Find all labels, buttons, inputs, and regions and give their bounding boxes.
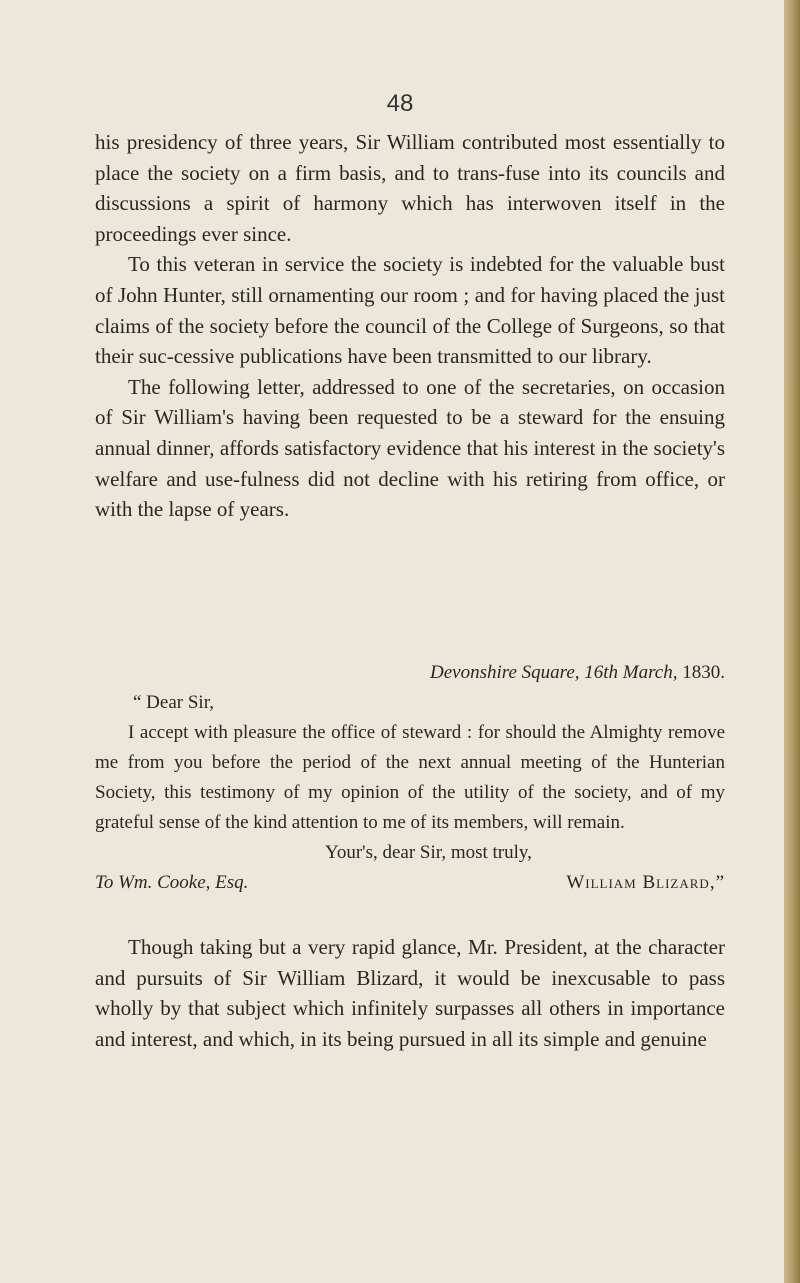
body-text	[95, 127, 725, 525]
closing-text	[95, 932, 725, 1054]
paragraph-3: The following letter, addressed to one of the secretaries, on occasion of Sir William's having been requested to be a steward for the ensuing annual dinner, affords satisfactory evidence that his interest in the society's welfare and use-fulness did not decline with his retiring from office, or with the lapse of years.	[95, 374, 725, 522]
paragraph-2: To this veteran in service the society is indebted for the valuable bust of John Hunter, still ornamenting our room ; and for having placed the just claims of the society before the council of the College of Surgeons, so that their suc-cessive publications have been transmitted to our library.	[95, 252, 725, 369]
letter	[95, 658, 725, 898]
letter-date: 16th March,	[584, 662, 678, 683]
letter-signature: William Blizard,”	[566, 872, 725, 893]
page-edge	[784, 0, 800, 1283]
paragraph-1: his presidency of three years, Sir William contributed most essentially to place the society on a firm basis, and to trans-fuse into its councils and discussions a spirit of harmony which has interwoven itself in the proceedings ever since.	[95, 130, 725, 246]
letter-year: 1830.	[682, 662, 725, 683]
paragraph-4: Though taking but a very rapid glance, Mr. President, at the character and pursuits of Sir William Blizard, it would be inexcusable to pass wholly by that subject which infinitely surpasses all others in importance and interest, and which, in its being pursued in all its simple and genuine	[95, 935, 725, 1051]
letter-footer	[95, 868, 725, 898]
letter-body: I accept with pleasure the office of steward : for should the Almighty remove me from you before the period of the next annual meeting of the Hunterian Society, this testimony of my opinion of the utility of the society, and of my grateful sense of the kind attention to me of its members, will remain.	[95, 722, 725, 833]
letter-dateline	[95, 658, 725, 688]
page-number: 48	[386, 90, 414, 117]
letter-place: Devonshire Square,	[430, 662, 580, 683]
letter-closing: Your's, dear Sir, most truly,	[325, 842, 532, 863]
letter-salutation: “ Dear Sir,	[133, 692, 215, 713]
letter-addressee: To Wm. Cooke, Esq.	[95, 872, 249, 893]
